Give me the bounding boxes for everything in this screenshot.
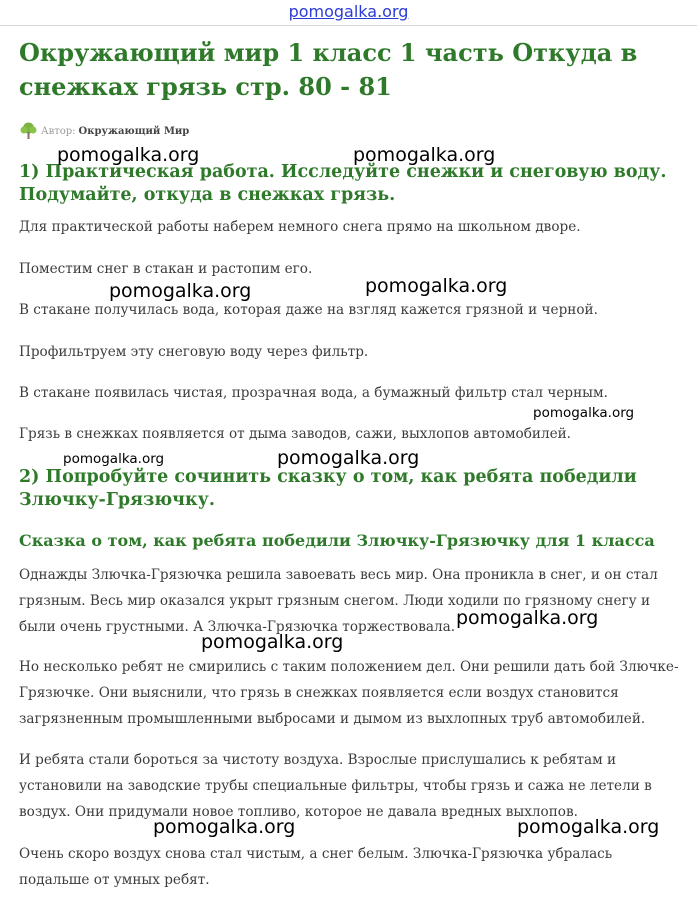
- watermark: pomogalka.org: [353, 144, 496, 166]
- watermark: pomogalka.org: [365, 275, 508, 297]
- paragraph: Для практической работы наберем немного снега прямо на школьном дворе.: [19, 219, 581, 235]
- watermark: pomogalka.org: [533, 405, 635, 421]
- site-banner: [0, 0, 697, 26]
- watermark: pomogalka.org: [456, 607, 599, 629]
- paragraph: Грязь в снежках появляется от дыма заводов, сажи, выхлопов автомобилей.: [19, 426, 572, 442]
- paragraph: В стакане появилась чистая, прозрачная вода, а бумажный фильтр стал черным.: [19, 385, 608, 401]
- paragraph: Но несколько ребят не смирились с таким положением дел. Они решили дать бой Злючке-Грязючке. Они выяснили, что грязь в снежках появляется если воздух становится загрязненным промышленными выбросами и дымом из выхлопных труб автомобилей.: [19, 659, 679, 727]
- tree-icon: [19, 122, 38, 140]
- paragraph: Профильтруем эту снеговую воду через фильтр.: [19, 344, 369, 360]
- paragraph: Однажды Злючка-Грязючка решила завоевать весь мир. Она проникла в снег, и он стал грязным. Весь мир оказался укрыт грязным снегом. Люди ходили по грязному снегу и были очень грустными. А Злючка-Грязючка торжествовала.: [19, 567, 658, 635]
- paragraph: Поместим снег в стакан и растопим его.: [19, 261, 313, 277]
- author-name[interactable]: Окружающий Мир: [78, 125, 190, 137]
- author-label: Автор:: [41, 125, 76, 137]
- page-title: Окружающий мир 1 класс 1 часть Откуда в снежках грязь стр. 80 - 81: [19, 38, 638, 101]
- watermark: pomogalka.org: [517, 816, 660, 838]
- paragraph: Очень скоро воздух снова стал чистым, а снег белым. Злючка-Грязючка убралась подальше от умных ребят.: [19, 846, 613, 888]
- section2-heading: 2) Попробуйте сочинить сказку о том, как ребята победили Злючку-Грязючку.: [19, 467, 637, 510]
- watermark: pomogalka.org: [277, 447, 420, 469]
- paragraph: В стакане получилась вода, которая даже на взгляд кажется грязной и черной.: [19, 302, 598, 318]
- watermark: pomogalka.org: [201, 631, 344, 653]
- watermark: pomogalka.org: [153, 816, 296, 838]
- watermark: pomogalka.org: [57, 144, 200, 166]
- watermark: pomogalka.org: [109, 280, 252, 302]
- author-line: [19, 122, 189, 140]
- section1-heading: 1) Практическая работа. Исследуйте снежки и снеговую воду. Подумайте, откуда в снежках грязь.: [19, 162, 667, 205]
- site-link[interactable]: pomogalka.org: [288, 2, 409, 21]
- paragraph: И ребята стали бороться за чистоту воздуха. Взрослые прислушались к ребятам и установили на заводские трубы специальные фильтры, чтобы грязь и сажа не летели в воздух. Они придумали новое топливо, которое не давала вредных выхлопов.: [19, 752, 652, 820]
- story-subheading: Сказка о том, как ребята победили Злючку-Грязючку для 1 класса: [19, 531, 655, 550]
- watermark: pomogalka.org: [63, 451, 165, 467]
